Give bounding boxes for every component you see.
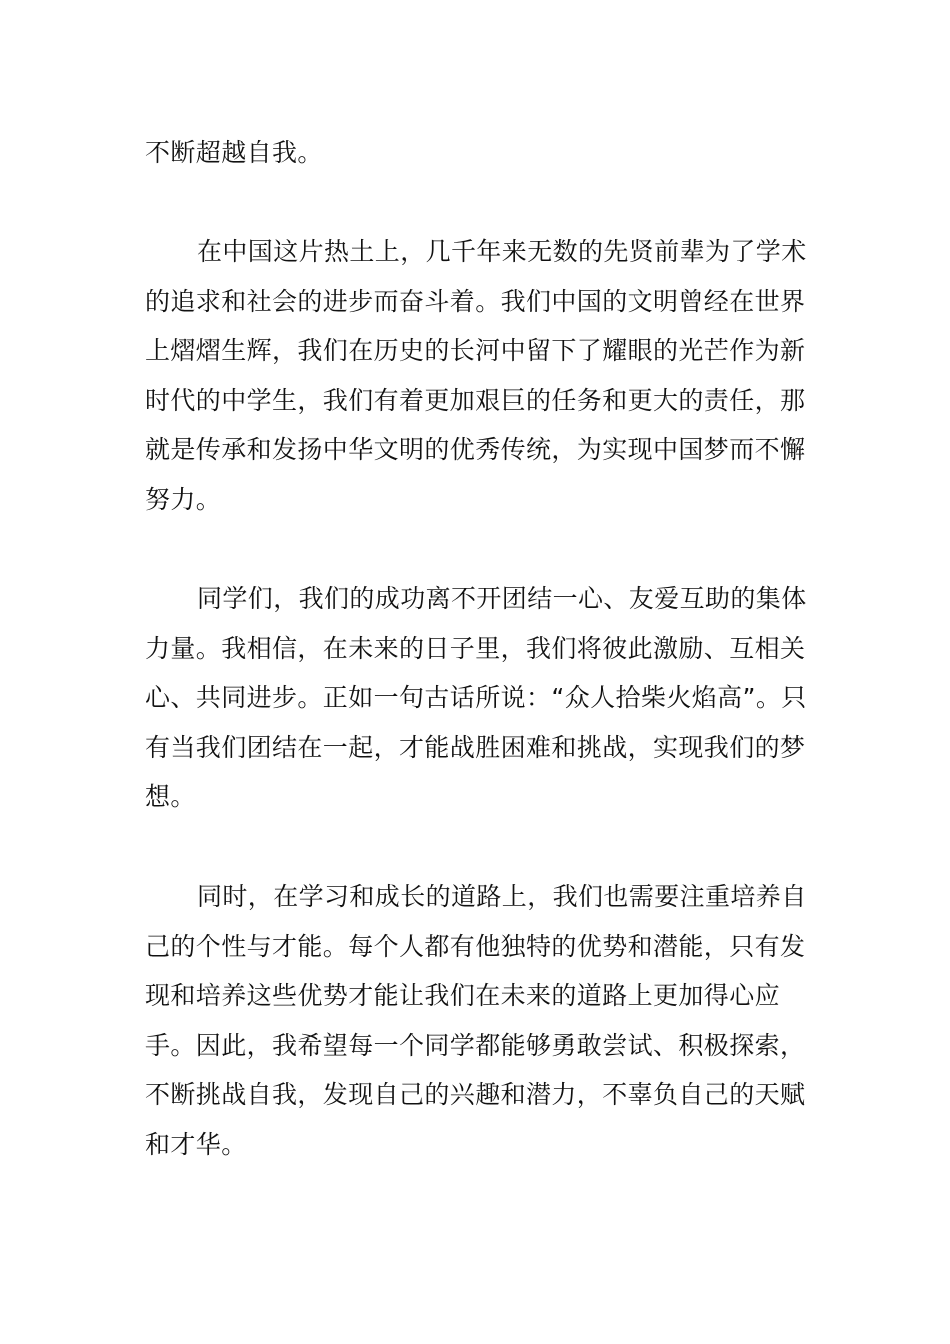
paragraph-unity: 同学们，我们的成功离不开团结一心、友爱互助的集体力量。我相信，在未来的日子里，我们将彼此激励、互相关心、共同进步。正如一句古话所说：“众人拾柴火焰高”。只有当我们团结在一起，才能战胜困难和挑战，实现我们的梦想。 [145, 584, 807, 811]
paragraph-continuation: 不断超越自我。 [145, 138, 323, 167]
paragraph-personal-growth: 同时，在学习和成长的道路上，我们也需要注重培养自己的个性与才能。每个人都有他独特的优势和潜能，只有发现和培养这些优势才能让我们在未来的道路上更加得心应手。因此，我希望每一个同学都能够勇敢尝试、积极探索，不断挑战自我，发现自己的兴趣和潜力，不辜负自己的天赋和才华。 [145, 882, 807, 1159]
paragraph-chinese-civilization: 在中国这片热土上，几千年来无数的先贤前辈为了学术的追求和社会的进步而奋斗着。我们中国的文明曾经在世界上熠熠生辉，我们在历史的长河中留下了耀眼的光芒作为新时代的中学生，我们有着更加艰巨的任务和更大的责任，那就是传承和发扬中华文明的优秀传统，为实现中国梦而不懈努力。 [145, 237, 807, 514]
